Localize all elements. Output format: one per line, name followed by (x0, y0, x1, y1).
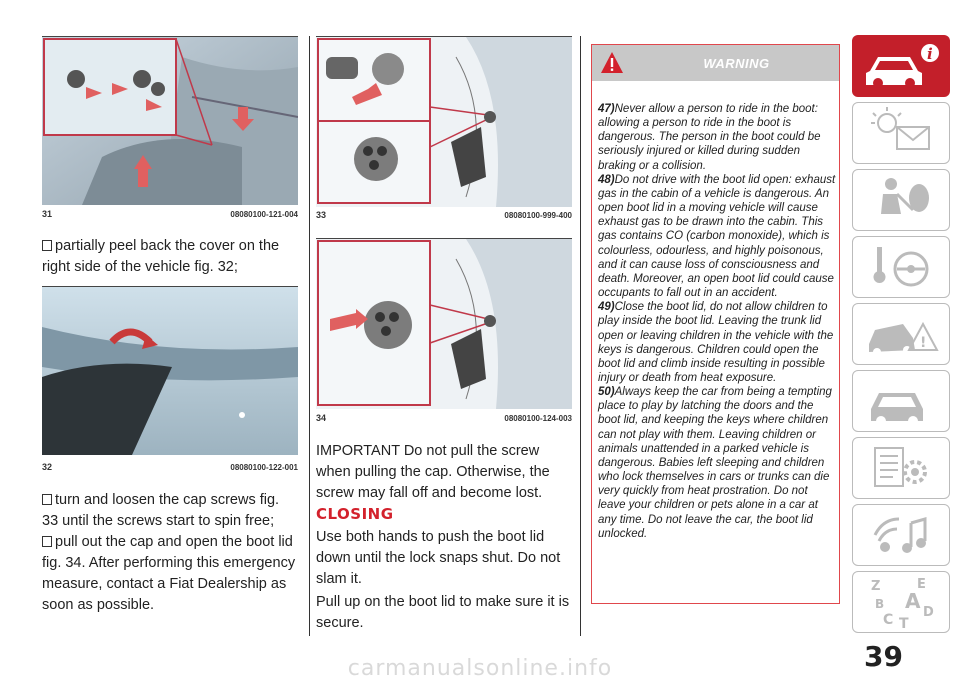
step-3 (42, 532, 298, 616)
key-steering-wheel-icon (853, 237, 949, 297)
warning-box (591, 44, 840, 604)
step-1 (42, 236, 298, 278)
warning-item-number: 49) (598, 301, 615, 314)
figure-34-code: 08080100-124-003 (504, 414, 572, 423)
warning-item-text: Close the boot lid, do not allow children to play inside the boot lid. Leaving the trunk lid open or leaving children in the vehicle with the keys is dangerous. Children could open the boot lid and climb inside resulting in possible injury or death from heat exposure. (598, 301, 834, 384)
tab-emergency[interactable] (852, 303, 950, 365)
multimedia-music-icon (853, 505, 949, 565)
figure-34-number: 34 (316, 413, 327, 423)
document-gear-icon (853, 438, 949, 498)
svg-text:i: i (927, 45, 933, 63)
warning-item-text: Always keep the car from being a tempting place to play by latching the doors and the boot lid, and keeping the keys where children can not play with them. Leaving children or animals unattended in a parked vehicle is dangerous. Babies left sleeping and children who lock themselves in cars or trunks can die very quickly from heat prostration. Do not leave your children or pets alone in a car at any time. Do not leave the car, the boot lid unlocked. (598, 386, 832, 540)
checkbox-bullet-icon (42, 240, 52, 251)
breakdown-car-icon (853, 304, 949, 364)
warning-lights-message-icon (853, 103, 949, 163)
important-note: IMPORTANT Do not pull the screw when pulling the cap. Otherwise, the screw may fall off and become lost. (316, 443, 550, 501)
figure-31-number: 31 (42, 209, 53, 219)
figure-31-code: 08080100-121-004 (230, 210, 298, 219)
step-2 (42, 490, 298, 532)
svg-text:!: ! (920, 335, 927, 351)
tab-safety[interactable] (852, 169, 950, 231)
warning-title: WARNING (703, 56, 770, 71)
column-divider (309, 36, 310, 636)
step-1-text: partially peel back the cover on the right side of the vehicle fig. 32; (42, 238, 280, 275)
warning-item (598, 102, 836, 173)
svg-text:T: T (899, 616, 909, 632)
warning-item-number: 50) (598, 386, 615, 399)
warning-item-text: Never allow a person to ride in the boot: allowing a person to ride in the boot is dangerous. The person in the boot could be seriously injured or killed during sudden braking or a collision. (598, 103, 821, 172)
svg-text:A: A (905, 589, 921, 613)
figure-32-number: 32 (42, 462, 53, 472)
airbag-seat-icon (853, 170, 949, 230)
warning-item-number: 47) (598, 103, 615, 115)
checkbox-bullet-icon (42, 536, 52, 547)
warning-header (592, 45, 839, 81)
warning-item-text: Do not drive with the boot lid open: exhaust gas in the cabin of a vehicle is dangerous. An open boot lid in a moving vehicle will cause exhaust gas to be drawn into the cabin. This gas contains CO (carbon monoxide), which is colourless, odourless, and highly poisonous, and it can cause loss of consciousness and death. Moreover, an open boot lid could cause occupants to fall out in an accident. (598, 173, 836, 300)
tab-multimedia[interactable] (852, 504, 950, 566)
step-3-text: pull out the cap and open the boot lid fig. 34. After performing this emergency measure, contact a Fiat Dealership as soon as possible. (42, 534, 296, 613)
page-number: 39 (864, 640, 903, 673)
warning-item (598, 385, 836, 541)
warning-text (598, 102, 836, 541)
step-2-text: turn and loosen the cap screws fig. 33 until the screws start to spin free; (42, 492, 280, 529)
svg-text:B: B (875, 597, 885, 611)
column-divider (580, 36, 581, 636)
svg-text:Z: Z (871, 579, 881, 594)
figure-33 (316, 36, 572, 207)
svg-text:E: E (917, 577, 926, 592)
svg-text:C: C (883, 612, 894, 628)
tab-maintenance[interactable] (852, 370, 950, 432)
closing-para-1: Use both hands to push the boot lid down until the lock snaps shut. Do not slam it. (316, 529, 561, 587)
closing-heading: CLOSING (316, 505, 394, 523)
tab-car-knowledge[interactable] (852, 35, 950, 97)
figure-34 (316, 238, 572, 409)
figure-31 (42, 36, 298, 205)
warning-item-number: 48) (598, 173, 615, 186)
tab-dashboard-warnings[interactable] (852, 102, 950, 164)
car-service-icon (853, 371, 949, 431)
svg-text:D: D (923, 605, 934, 620)
tab-starting-driving[interactable] (852, 236, 950, 298)
figure-32-code: 08080100-122-001 (230, 463, 298, 472)
warning-item (598, 173, 836, 300)
figure-32 (42, 286, 298, 455)
watermark: carmanualsonline.info (347, 656, 613, 681)
tab-index[interactable] (852, 571, 950, 633)
warning-item (598, 300, 836, 385)
figure-33-number: 33 (316, 210, 327, 220)
tab-technical-data[interactable] (852, 437, 950, 499)
car-info-icon (852, 35, 950, 97)
figure-33-code: 08080100-999-400 (504, 211, 572, 220)
checkbox-bullet-icon (42, 494, 52, 505)
closing-para-2: Pull up on the boot lid to make sure it is secure. (316, 594, 570, 631)
alphabet-index-icon (853, 572, 949, 632)
